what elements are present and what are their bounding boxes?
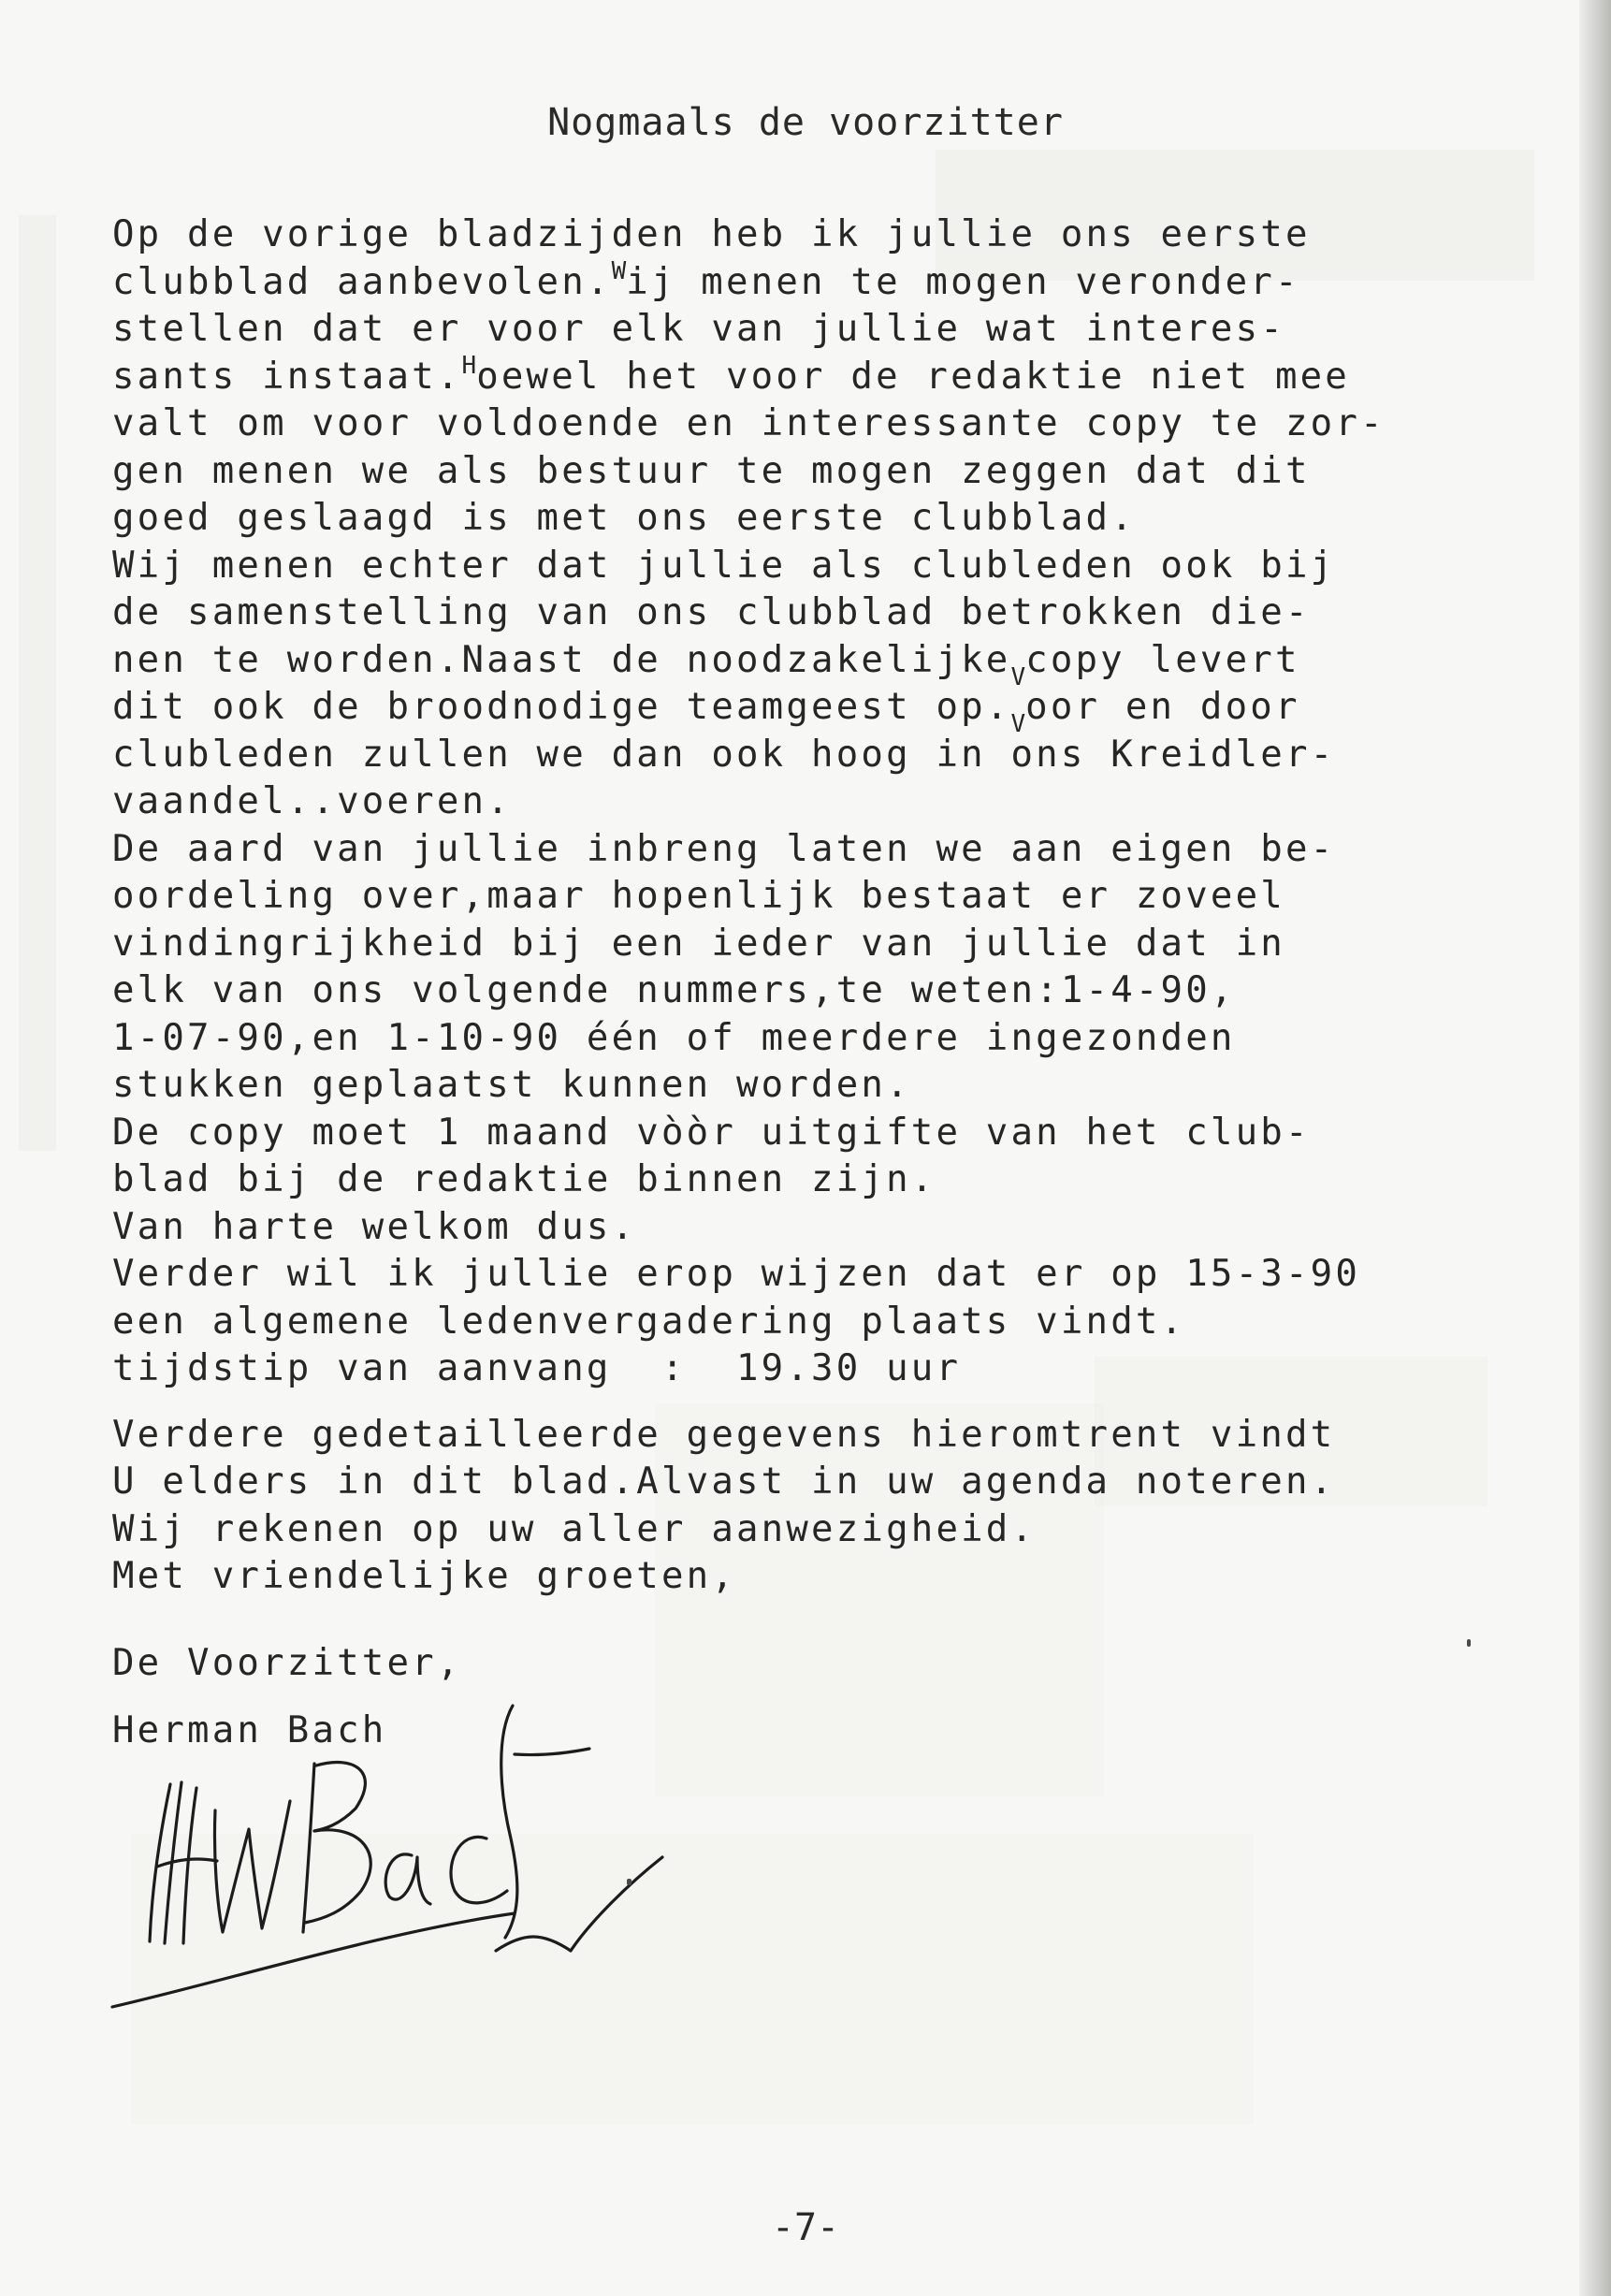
- text-segment: de samenstelling van ons clubblad betrokken die-: [112, 591, 1311, 633]
- text-line: [112, 1412, 1534, 1460]
- text-line: [112, 211, 1534, 259]
- text-segment: clubblad aanbevolen.: [112, 260, 612, 303]
- text-segment: 1-07-90,en 1-10-90 één of meerdere ingezonden: [112, 1016, 1236, 1059]
- text-segment: stukken geplaatst kunnen worden.: [112, 1064, 911, 1106]
- text-segment: nen te worden.Naast de noodzakelijke: [112, 638, 1011, 681]
- text-segment: clubleden zullen we dan ook hoog in ons Kreidler-: [112, 733, 1336, 776]
- text-line: [112, 589, 1534, 637]
- text-line: [112, 1553, 1534, 1601]
- text-segment: De copy moet 1 maand vòòr uitgifte van het club-: [112, 1111, 1311, 1154]
- text-segment: copy levert: [1025, 638, 1300, 681]
- text-line: [112, 1251, 1534, 1299]
- superscript-correction: W: [611, 256, 627, 285]
- closing-name: Herman Bach: [112, 1709, 387, 1751]
- subscript-correction: V: [1010, 662, 1026, 691]
- text-segment: Met vriendelijke groeten,: [112, 1555, 736, 1597]
- text-line: [112, 1299, 1534, 1346]
- text-line: [112, 306, 1534, 354]
- text-segment: goed geslaagd is met ons eerste clubblad.: [112, 497, 1136, 539]
- text-line: [112, 1062, 1534, 1110]
- text-segment: elk van ons volgende nummers,te weten:1-4-90,: [112, 969, 1236, 1011]
- text-segment: Verder wil ik jullie erop wijzen dat er op 15-3-90: [112, 1253, 1360, 1295]
- text-line: [112, 1015, 1534, 1063]
- text-line: [112, 448, 1534, 496]
- text-segment: U elders in dit blad.Alvast in uw agenda noteren.: [112, 1460, 1336, 1503]
- text-segment: Wij rekenen op uw aller aanwezigheid.: [112, 1507, 1037, 1550]
- ink-speck: [1467, 1639, 1471, 1647]
- text-segment: oewel het voor de redaktie niet mee: [476, 355, 1350, 398]
- text-segment: oor en door: [1025, 686, 1300, 728]
- paragraph-gap: [112, 1393, 1534, 1412]
- text-line: [112, 256, 1534, 307]
- text-segment: vindingrijkheid bij een ieder van jullie dat in: [112, 922, 1285, 965]
- text-line: [112, 1110, 1534, 1157]
- text-segment: dit ook de broodnodige teamgeest op.: [112, 686, 1011, 728]
- text-line: [112, 967, 1534, 1015]
- text-line: [112, 495, 1534, 543]
- text-line: [112, 921, 1534, 968]
- text-segment: oordeling over,maar hopenlijk bestaat er zoveel: [112, 875, 1285, 917]
- text-segment: tijdstip van aanvang : 19.30 uur: [112, 1347, 962, 1389]
- page-edge-shadow: [1579, 0, 1611, 2296]
- text-segment: valt om voor voldoende en interessante copy te zor-: [112, 402, 1386, 444]
- document-title: Nogmaals de voorzitter: [547, 101, 1064, 144]
- text-segment: een algemene ledenvergadering plaats vindt.: [112, 1300, 1186, 1343]
- text-line: [112, 1156, 1534, 1204]
- text-line: [112, 400, 1534, 448]
- text-line: [112, 1506, 1534, 1554]
- text-segment: Op de vorige bladzijden heb ik jullie ons eerste: [112, 213, 1311, 255]
- text-segment: Wij menen echter dat jullie als clubleden ook bij: [112, 544, 1336, 587]
- text-segment: vaandel..voeren.: [112, 780, 512, 822]
- text-line: [112, 1459, 1534, 1506]
- text-line: [112, 1345, 1534, 1393]
- text-line: [112, 637, 1534, 691]
- text-segment: gen menen we als bestuur te mogen zeggen dat dit: [112, 449, 1311, 492]
- text-line: [112, 732, 1534, 779]
- subscript-correction: V: [1010, 710, 1026, 738]
- text-line: [112, 873, 1534, 921]
- superscript-correction: H: [461, 351, 477, 380]
- handwritten-signature: [103, 1698, 664, 2016]
- text-line: [112, 826, 1534, 874]
- text-line: [112, 543, 1534, 590]
- text-line: [112, 778, 1534, 826]
- text-segment: Verdere gedetailleerde gegevens hieromtrent vindt: [112, 1413, 1336, 1456]
- text-segment: ij menen te mogen veronder-: [626, 260, 1300, 303]
- closing-role: De Voorzitter,: [112, 1642, 462, 1684]
- letter-body: [112, 211, 1534, 1601]
- text-line: [112, 1204, 1534, 1252]
- bleed-through-block: [19, 215, 56, 1151]
- text-line: [112, 351, 1534, 401]
- text-line: [112, 684, 1534, 738]
- text-segment: De aard van jullie inbreng laten we aan eigen be-: [112, 827, 1336, 870]
- text-segment: blad bij de redaktie binnen zijn.: [112, 1158, 936, 1200]
- text-segment: stellen dat er voor elk van jullie wat interes-: [112, 308, 1285, 350]
- text-segment: sants instaat.: [112, 355, 462, 398]
- ink-speck: [627, 1879, 631, 1885]
- page-number: -7-: [771, 2206, 840, 2249]
- text-segment: Van harte welkom dus.: [112, 1205, 637, 1248]
